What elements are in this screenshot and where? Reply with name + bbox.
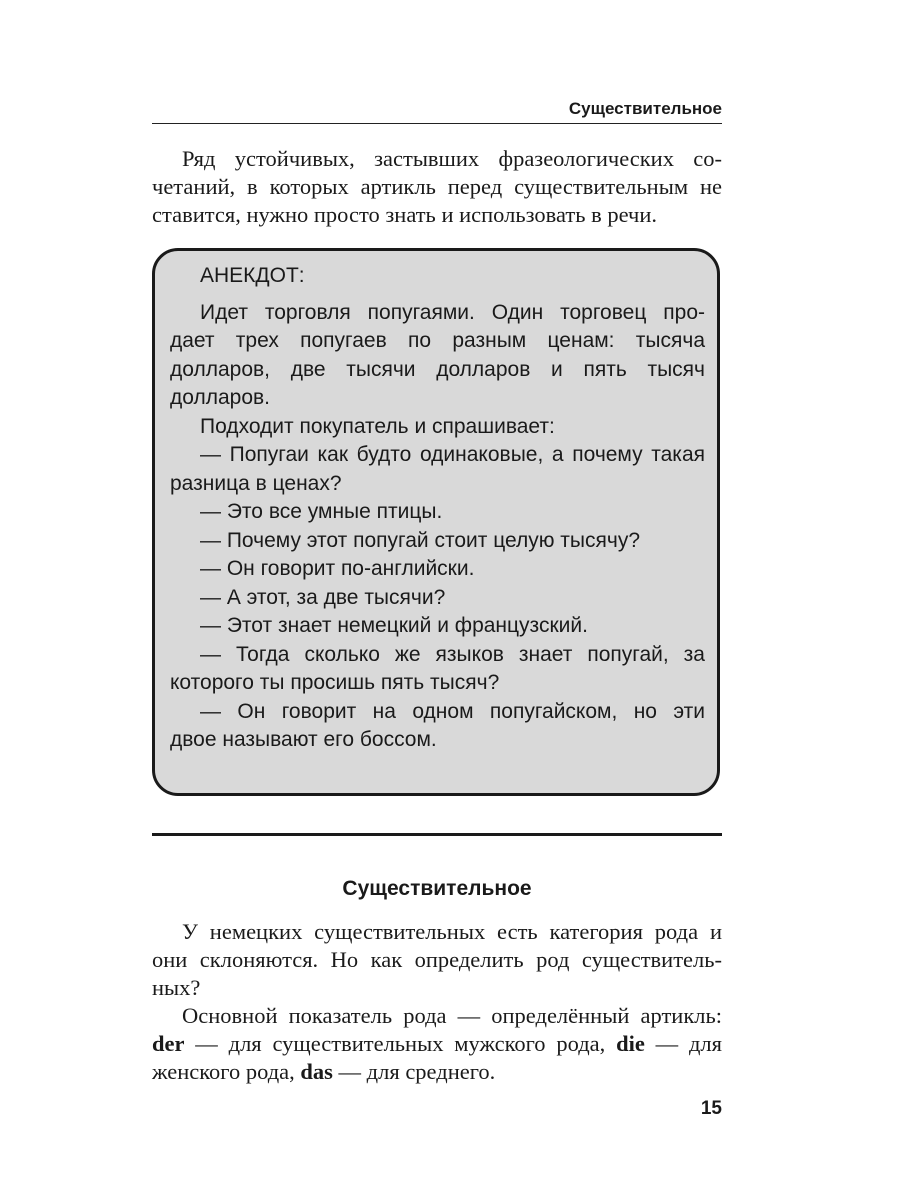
anecdote-line: Идет торговля попугаями. Один торговец про- <box>200 300 705 324</box>
die-description: — для <box>644 1031 722 1056</box>
anecdote-line: Подходит покупатель и спрашивает: <box>200 414 555 438</box>
section-line: ных? <box>152 975 201 1000</box>
header-rule <box>152 123 722 124</box>
anecdote-line: — Этот знает немецкий и французский. <box>200 614 588 637</box>
anecdote-line: долларов, две тысячи долларов и пять тысяч <box>170 357 705 381</box>
section-rule <box>152 833 722 836</box>
anecdote-line: — Это все умные птицы. <box>200 500 443 523</box>
die-description-cont: женского рода, <box>152 1059 301 1084</box>
section-line: Основной показатель рода — определённый артикль: <box>182 1003 722 1028</box>
page-number: 15 <box>700 1098 722 1119</box>
article-die: die <box>616 1031 645 1056</box>
anecdote-line: — Попугаи как будто одинаковые, а почему такая <box>200 443 705 466</box>
anecdote-line: — Почему этот попугай стоит целую тысячу? <box>200 528 641 552</box>
anecdote-line: которого ты просишь пять тысяч? <box>170 671 500 694</box>
anecdote-line: — Тогда сколько же языков знает попугай, за <box>200 642 705 666</box>
intro-line: ставится, нужно просто знать и использовать в речи. <box>152 202 657 227</box>
section-paragraph-1 <box>152 918 722 1002</box>
articles-line <box>152 1058 722 1086</box>
section-paragraph-2 <box>152 1002 722 1086</box>
intro-paragraph <box>152 145 722 229</box>
das-description: — для среднего. <box>332 1059 496 1084</box>
anecdote-line: — Он говорит по-английски. <box>200 557 475 580</box>
anecdote-line: дает трех попугаев по разным ценам: тысяча <box>170 329 705 352</box>
anecdote-line: — А этот, за две тысячи? <box>200 585 446 609</box>
anecdote-line: разница в ценах? <box>170 471 342 495</box>
intro-line: четаний, в которых артикль перед существительным не <box>152 174 722 199</box>
articles-line <box>152 1030 722 1058</box>
section-line: они склоняются. Но как определить род существитель- <box>152 947 722 972</box>
article-der: der <box>152 1031 185 1056</box>
anecdote-line: двое называют его боссом. <box>170 728 437 751</box>
running-head: Существительное <box>568 99 722 118</box>
anecdote-line: — Он говорит на одном попугайском, но эти <box>200 699 705 723</box>
anecdote-title: АНЕКДОТ: <box>200 264 305 287</box>
section-title: Существительное <box>342 877 532 900</box>
anecdote-line: долларов. <box>170 386 271 409</box>
article-das: das <box>300 1059 333 1084</box>
anecdote-text <box>170 262 705 755</box>
der-description: — для существительных мужского рода, <box>184 1031 617 1056</box>
section-line: У немецких существительных есть категория рода и <box>182 919 722 944</box>
intro-line: Ряд устойчивых, застывших фразеологических со- <box>182 146 722 171</box>
